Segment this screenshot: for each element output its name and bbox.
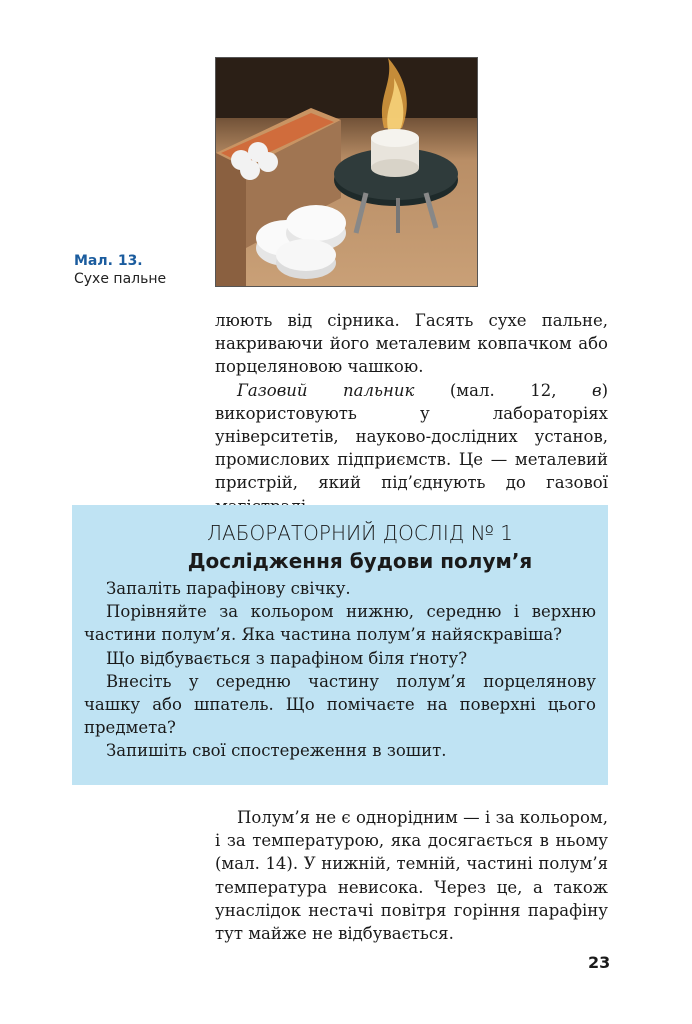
lab-title: ЛАБОРАТОРНИЙ ДОСЛІД № 1 [207,521,513,545]
figure-caption-text: Сухе пальне [74,271,167,287]
lab-step: Що відбувається з парафіном біля ґноту? [106,648,468,668]
dry-fuel-illustration [216,58,477,286]
lab-experiment-box [72,505,608,785]
page-number: 23 [588,953,611,972]
paragraph-top-1: люють від сірника. Гасять сухе пальне, накриваючи його металевим ковпачком або порцеляновою чашкою. [215,311,608,377]
paragraph-bottom-1: Полум’я не є однорідним — і за кольором, і за температурою, яка досягається в ньому (мал. 14). У нижній, темній, частині полум’я температура невисока. Через це, а також унаслідок нестачі повітря горіння парафіну тут майже не відбувається. [215,808,608,944]
lab-step: Запишіть свої спостереження в зошит. [106,741,447,761]
paragraph-top-2: Газовий пальник (мал. 12, в) використовують у лабораторіях університетів, науково-дослідних установ, промислових підприємств. Це — металевий пристрій, який під’єднують до газової [215,380,608,493]
text-top [215,309,608,518]
lab-step: Внесіть у середню частину полум’я порцелянову чашку або шпатель. Що помічаєте на поверхні цього предмета? [84,671,596,738]
text-bottom [215,806,608,945]
gas-burner-term: Газовий пальник [237,380,415,400]
dry-fuel-photo [215,57,478,287]
figure-number: Мал. 13. [74,253,143,269]
figure-caption [74,252,166,288]
lab-subtitle: Дослідження будови полум’я [187,549,533,573]
lab-step: Порівняйте за кольором нижню, середню і верхню частини полум’я. Яка частина полум’я найяскравіша? [84,602,596,645]
figure-ref-letter: в [591,380,602,400]
lab-step: Запаліть парафінову свічку. [106,579,351,598]
lab-steps [84,577,596,763]
